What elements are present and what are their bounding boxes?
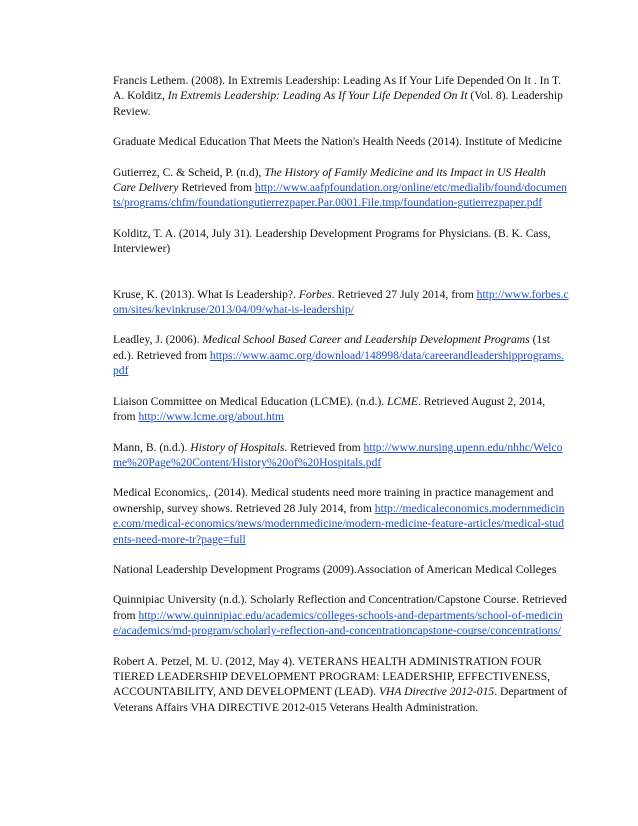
reference-gutierrez (113, 165, 569, 211)
reference-gme (113, 134, 569, 149)
reference-link[interactable]: http://www.lcme.org/about.htm (138, 410, 284, 424)
reference-link[interactable]: https://www.aamc.org/download/148998/data/careerandleadershipprograms.pdf (113, 348, 565, 378)
reference-text: Liaison Committee on Medical Education (LCME). (n.d.). (113, 394, 388, 408)
reference-list (113, 73, 569, 715)
reference-link[interactable]: http://medicaleconomics.modernmedicine.com/medical-economics/news/modernmedicine/modern-medicine-feature-articles/medical-students-need-more-tr?page=full (113, 501, 565, 546)
reference-title: History of Hospitals (190, 440, 285, 454)
reference-link[interactable]: http://www.forbes.com/sites/kevinkruse/2013/04/09/what-is-leadership/ (113, 287, 569, 317)
reference-quinnipiac (113, 592, 569, 638)
reference-link[interactable]: http://www.nursing.upenn.edu/nhhc/Welcome%20Page%20Content/History%20of%20Hospitals.pdf (113, 440, 563, 469)
reference-text: Graduate Medical Education That Meets the Nation's Health Needs (2014). Institute of Medicine (113, 135, 563, 149)
reference-text: Quinnipiac University (n.d.). Scholarly Reflection and Concentration/Capstone Course. Retrieved from (113, 593, 567, 622)
reference-text: Leadley, J. (2006). (113, 333, 203, 347)
reference-lcme (113, 394, 569, 425)
reference-leadley (113, 332, 569, 378)
reference-lethem (113, 73, 569, 119)
reference-text: (Vol. 8). Leadership Review. (113, 89, 563, 118)
reference-text: . Department of Veterans Affairs VHA DIRECTIVE 2012-015 Veterans Health Administration. (113, 685, 568, 714)
reference-text: Medical Economics,. (2014). Medical students need more training in practice management and ownership, survey shows. Retrieved 28 July 2014, from (113, 486, 554, 515)
reference-text: . Retrieved from (284, 440, 364, 454)
reference-text: National Leadership Development Programs (2009).Association of American Medical Colleges (113, 562, 557, 576)
reference-title: The History of Family Medicine and its Impact in US Health Care Delivery (113, 165, 546, 195)
reference-text: Kolditz, T. A. (2014, July 31). Leadership Development Programs for Physicians. (B. K. Cass, Interviewer) (113, 226, 551, 256)
reference-kruse (113, 287, 569, 318)
reference-text: Gutierrez, C. & Scheid, P. (n.d), (113, 165, 265, 179)
reference-text: Francis Lethem. (2008). In Extremis Leadership: Leading As If Your Life Depended On It . In T. A. Kolditz, (113, 74, 562, 103)
reference-title: LCME (387, 394, 418, 408)
reference-text: Robert A. Petzel, M. U. (2012, May 4). VETERANS HEALTH ADMINISTRATION FOUR TIERED LEADERSHIP DEVELOPMENT PROGRAM: LEADERSHIP, EFFECTIVENESS, ACCOUNTABILITY, AND DEVELOPMENT (LEAD). (113, 654, 551, 699)
reference-petzel (113, 654, 569, 716)
reference-title: Forbes (298, 287, 332, 301)
reference-text: Mann, B. (n.d.). (113, 440, 191, 454)
reference-link[interactable]: http://www.aafpfoundation.org/online/etc/medialib/found/documents/programs/chfm/foundationgutierrezpaper.Par.0001.File.tmp/foundation-gutierrezpaper.pdf (113, 181, 567, 210)
reference-text: . Retrieved August 2, 2014, from (113, 394, 546, 424)
reference-kolditz (113, 226, 569, 257)
reference-title: VHA Directive 2012-015 (378, 685, 495, 699)
reference-link[interactable]: http://www.quinnipiac.edu/academics/colleges-schools-and-departments/school-of-medicine/academics/md-program/scholarly-reflection-and-concentrationcapstone-course/concentrations/ (113, 608, 563, 638)
reference-text: . Retrieved 27 July 2014, from (331, 287, 477, 301)
reference-title: In Extremis Leadership: Leading As If Your Life Depended On It (167, 89, 468, 103)
reference-text: Retrieved from (178, 181, 255, 195)
reference-mann (113, 440, 569, 471)
reference-title: Medical School Based Career and Leadership Development Programs (202, 333, 530, 347)
reference-text: Kruse, K. (2013). What Is Leadership?. (113, 287, 299, 301)
reference-nldp (113, 562, 569, 577)
reference-text: (1st ed.). Retrieved from (113, 333, 550, 362)
reference-medical-economics (113, 485, 569, 547)
